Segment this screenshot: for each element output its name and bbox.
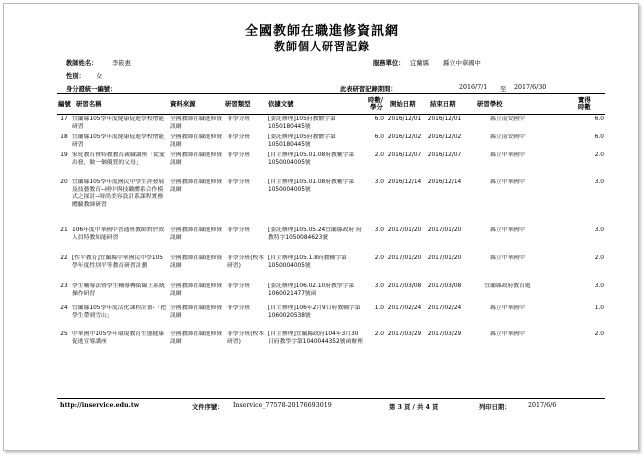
cell-hours: 3.0: [374, 179, 384, 185]
footer-doc-number: Inservice_77578-20176693019: [233, 402, 332, 409]
col-source-header: 資料來源: [170, 100, 196, 108]
col-hours-header-2: 學分: [370, 103, 383, 111]
cell-actual: 3.0: [594, 179, 604, 185]
cell-school: 縣立南安國中: [490, 116, 525, 122]
cell-type: 非學分班: [227, 305, 251, 311]
cell-start: 2017/02/24: [387, 305, 422, 311]
period-end: 2017/6/30: [514, 84, 547, 91]
col-actual-header-2: 時數: [578, 103, 591, 111]
cell-source: 全國教師在職進修資訊網: [170, 331, 223, 345]
cell-hours: 6.0: [374, 134, 384, 140]
col-start-header: 開始日期: [390, 100, 416, 108]
cell-school: 縣立中華國中: [490, 255, 525, 261]
cell-actual: 1.0: [594, 305, 604, 311]
col-school-header: 研習學校: [477, 100, 503, 108]
cell-no: 23: [60, 283, 68, 289]
cell-actual: 3.0: [594, 227, 604, 233]
cell-school: 縣立中華國中: [490, 331, 525, 337]
cell-actual: 2.0: [594, 152, 604, 158]
cell-no: 17: [60, 116, 68, 122]
cell-school: 縣立中華國中: [490, 305, 525, 311]
cell-end: 2016/12/14: [427, 179, 462, 185]
cell-doc: [委託辦理]106.02.10府教學字第1060021477號函: [268, 283, 355, 297]
cell-name: 宜蘭縣105學年度健康促進學校增能研習: [72, 116, 165, 130]
col-name-header: 研習名稱: [76, 100, 102, 108]
rule-header: [57, 114, 605, 115]
cell-name: 宜蘭縣105學年度國民中學生涯發展及技藝教育--國中與技職體系合作模式之探討--時尚美容設計系課程實務體驗教師研習: [72, 179, 165, 208]
cell-name: 106年度中華國中普通班教師對於敘人員特教知能研習: [72, 227, 165, 241]
cell-end: 2016/12/01: [427, 116, 462, 122]
cell-hours: 1.0: [374, 305, 384, 311]
cell-type: 非學分班: [227, 227, 251, 233]
cell-type: 非學分班(校本研習): [227, 255, 265, 269]
cell-doc: [自主辦理]105.1.8府教輔字第1050004005號: [268, 255, 347, 269]
cell-start: 2016/12/01: [387, 116, 422, 122]
table-row: [57, 152, 605, 179]
col-hours-header-1: 時數/: [368, 96, 384, 104]
cell-doc: [委託辦理]105.05.24宜蘭縣政府 府教特字1050084623號: [268, 227, 362, 241]
cell-type: 非學分班: [227, 116, 251, 122]
cell-school: 縣立中華國中: [490, 152, 525, 158]
cell-start: 2017/01/20: [387, 227, 422, 233]
cell-source: 全國教師在職進修資訊網: [170, 179, 223, 193]
cell-no: 19: [60, 152, 68, 158]
cell-name: 學生輔導法暨學生輔導轉銜線上系統操作研習: [72, 283, 165, 297]
table-row: [57, 179, 605, 227]
cell-school: 縣立中華國中: [490, 227, 525, 233]
col-type-header: 研習類型: [225, 100, 251, 108]
period-label: 此表研習記錄期間：: [340, 86, 397, 93]
cell-hours: 2.0: [374, 331, 384, 337]
cell-name: 家庭教育暨特教教育親職講座「從愛出發，做一個優質的父母」: [72, 152, 165, 166]
cell-no: 22: [60, 255, 68, 261]
cell-name: [性平教育]宜蘭縣中華國民中學105學年度性別平等教育研習計劃: [72, 255, 163, 269]
table-row: [57, 255, 605, 283]
service-label: 服務單位：: [373, 60, 405, 67]
cell-hours: 3.0: [374, 227, 384, 233]
service-school: 縣立中華國中: [443, 60, 481, 67]
page-title: 全國教師在職進修資訊網: [244, 24, 399, 39]
cell-name: 宜蘭縣105學年度健康促進學校增能研習: [72, 134, 165, 148]
col-end-header: 結束日期: [430, 100, 456, 108]
col-no-header: 編號: [58, 100, 71, 108]
col-doc-header: 依據文號: [268, 100, 294, 108]
cell-hours: 3.0: [374, 283, 384, 289]
cell-start: 2017/03/08: [387, 283, 422, 289]
footer-page-number: 第 3 頁 / 共 4 頁: [389, 404, 439, 411]
cell-school: 宜蘭縣政府教育處: [484, 283, 531, 289]
table-row: [57, 116, 605, 134]
cell-no: 18: [60, 134, 68, 140]
cell-no: 25: [60, 331, 68, 337]
cell-hours: 2.0: [374, 152, 384, 158]
cell-source: 全國教師在職進修資訊網: [170, 283, 223, 297]
cell-doc: [委託辦理]105府教體字第1050180445號: [268, 116, 336, 130]
id-label: 身分證統一編號：: [66, 86, 117, 93]
cell-school: 縣立中華國中: [490, 179, 525, 185]
cell-no: 24: [60, 305, 68, 311]
table-row: [57, 331, 605, 365]
cell-doc: [委託辦理]105府教體字第1050180445號: [268, 134, 336, 148]
period-to: 至: [500, 86, 507, 93]
teacher-gender: 女: [96, 73, 103, 80]
cell-type: 非學分班: [227, 179, 251, 185]
page-subtitle: 教師個人研習記錄: [274, 40, 370, 53]
cell-doc: [自主辦理]106年2月9日府教輔字第1060020538號: [268, 305, 361, 319]
col-actual-header-1: 實得: [578, 96, 591, 104]
cell-hours: 6.0: [374, 116, 384, 122]
footer-print-label: 列印日期：: [479, 404, 511, 411]
cell-type: 非學分班: [227, 134, 251, 140]
cell-type: 非學分班: [227, 283, 251, 289]
cell-end: 2017/03/08: [427, 283, 462, 289]
cell-start: 2016/12/14: [387, 179, 422, 185]
table-row: [57, 134, 605, 152]
footer-doc-label: 文件序號：: [192, 404, 224, 411]
table-row: [57, 227, 605, 255]
cell-actual: 6.0: [594, 134, 604, 140]
cell-doc: [自主辦理]宜蘭縣政府104年3月30日府教學字第1040044352號函辦理: [268, 331, 363, 345]
cell-no: 20: [60, 179, 68, 185]
footer-url: http://inservice.edu.tw: [60, 402, 140, 409]
cell-end: 2016/12/07: [427, 152, 462, 158]
cell-start: 2017/01/20: [387, 255, 422, 261]
cell-source: 全國教師在職進修資訊網: [170, 305, 223, 319]
cell-type: 非學分班: [227, 152, 251, 158]
cell-doc: [自主辦理]105.01.08府教輔字第1050004005號: [268, 179, 355, 193]
cell-end: 2017/01/20: [427, 227, 462, 233]
cell-source: 全國教師在職進修資訊網: [170, 134, 223, 148]
cell-source: 全國教師在職進修資訊網: [170, 255, 223, 269]
cell-hours: 2.0: [374, 255, 384, 261]
rule-footer: [57, 398, 605, 399]
teacher-name: 李筱惠: [112, 60, 131, 67]
cell-start: 2016/12/07: [387, 152, 422, 158]
cell-end: 2017/03/29: [427, 331, 462, 337]
cell-actual: 6.0: [594, 116, 604, 122]
cell-name: 宜蘭縣105學年度活化課程計畫-「把學生帶到雪山」: [72, 305, 167, 319]
table-row: [57, 283, 605, 305]
cell-doc: [自主辦理]105.01.08府教輔字第1050004005號: [268, 152, 355, 166]
cell-start: 2016/12/02: [387, 134, 422, 140]
cell-start: 2017/03/29: [387, 331, 422, 337]
gender-label: 性別：: [66, 73, 85, 80]
cell-actual: 3.0: [594, 283, 604, 289]
cell-no: 21: [60, 227, 68, 233]
cell-actual: 2.0: [594, 331, 604, 337]
service-county: 宜蘭縣: [410, 60, 429, 67]
cell-name: 中華國中105學年環境教育生態健康促進宣導講座: [72, 331, 165, 345]
footer-print-date: 2017/6/6: [528, 402, 557, 409]
cell-end: 2017/01/20: [427, 255, 462, 261]
cell-school: 縣立南安國中: [490, 134, 525, 140]
table-row: [57, 305, 605, 331]
cell-actual: 2.0: [594, 255, 604, 261]
cell-end: 2016/12/02: [427, 134, 462, 140]
records-table: [57, 116, 605, 365]
cell-source: 全國教師在職進修資訊網: [170, 116, 223, 130]
period-start: 2016/7/1: [459, 84, 488, 91]
cell-source: 全國教師在職進修資訊網: [170, 227, 223, 241]
rule-top: [57, 93, 605, 94]
cell-type: 非學分班(校本研習): [227, 331, 265, 345]
name-label: 教師姓名：: [66, 60, 98, 67]
cell-source: 全國教師在職進修資訊網: [170, 152, 223, 166]
cell-end: 2017/02/24: [427, 305, 462, 311]
